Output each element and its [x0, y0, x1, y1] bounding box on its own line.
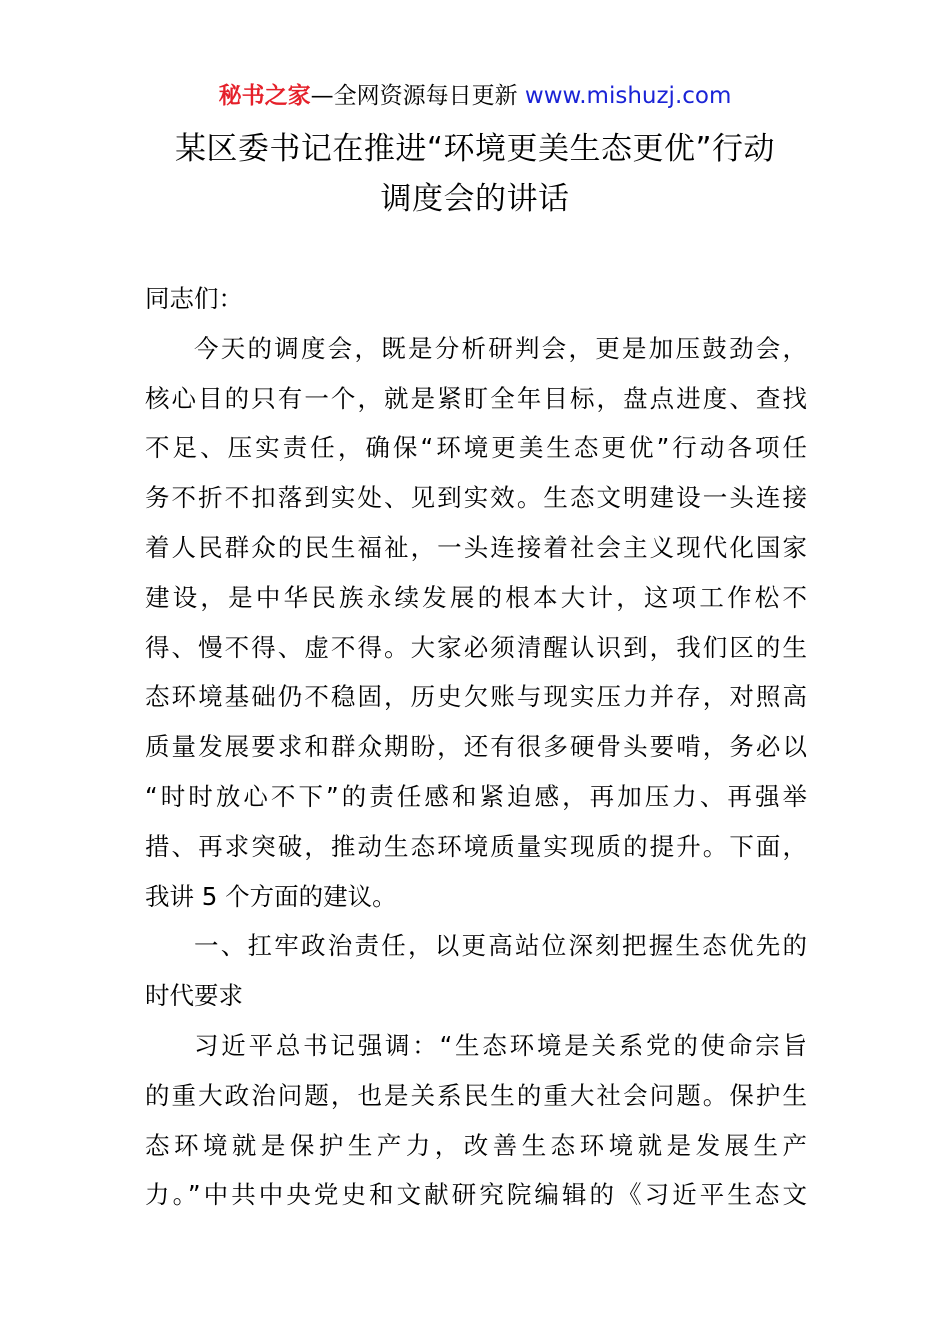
- heading-line: 时代要求: [145, 981, 243, 1011]
- text-line: 质量发展要求和群众期盼，还有很多硬骨头要啃，务必以: [145, 732, 807, 762]
- title-line-2: 调度会的讲话: [380, 181, 570, 217]
- title-line-1: 某区委书记在推进“环境更美生态更优”行动: [174, 131, 776, 167]
- text-line: 核心目的只有一个，就是紧盯全年目标，盘点进度、查找: [145, 383, 807, 413]
- heading-line: 一、扛牢政治责任，以更高站位深刻把握生态优先的: [194, 931, 807, 961]
- brand-name: 秘书之家: [218, 83, 311, 109]
- text-line: 着人民群众的民生福祉，一头连接着社会主义现代化国家: [145, 532, 807, 562]
- text-line: 习近平总书记强调：“生态环境是关系党的使命宗旨: [194, 1030, 807, 1060]
- text-line: “时时放心不下”的责任感和紧迫感，再加压力、再强举: [145, 781, 807, 811]
- document-title: [100, 124, 850, 224]
- text-line: 态环境就是保护生产力，改善生态环境就是发展生产: [145, 1130, 807, 1160]
- text-line: 务不折不扣落到实处、见到实效。生态文明建设一头连接: [145, 483, 807, 513]
- text-line: 措、再求突破，推动生态环境质量实现质的提升。下面，: [145, 831, 807, 861]
- paragraph-quote: [145, 1021, 807, 1220]
- text-line: 力。”中共中央党史和文献研究院编辑的《习近平生态文: [145, 1180, 807, 1210]
- text-line: 的重大政治问题，也是关系民生的重大社会问题。保护生: [145, 1080, 807, 1110]
- text-line: 态环境基础仍不稳固，历史欠账与现实压力并存，对照高: [145, 682, 807, 712]
- text-line: 建设，是中华民族永续发展的根本大计，这项工作松不: [145, 582, 807, 612]
- section-heading-1: [145, 921, 807, 1021]
- text-line: 今天的调度会，既是分析研判会，更是加压鼓劲会，: [194, 333, 807, 363]
- salutation: [145, 274, 807, 324]
- text-line: 不足、压实责任，确保“环境更美生态更优”行动各项任: [145, 433, 807, 463]
- text-line: 得、慢不得、虚不得。大家必须清醒认识到，我们区的生: [145, 632, 807, 662]
- salutation-text: 同志们：: [145, 284, 243, 313]
- banner-separator: —: [310, 83, 334, 109]
- paragraph-intro: [145, 324, 807, 922]
- banner-tagline: 全网资源每日更新: [333, 83, 518, 109]
- site-url-link[interactable]: www.mishuzj.com: [524, 83, 732, 109]
- site-banner: [0, 80, 950, 112]
- text-line: 我讲 5 个方面的建议。: [145, 881, 397, 911]
- document-body: [145, 274, 807, 1220]
